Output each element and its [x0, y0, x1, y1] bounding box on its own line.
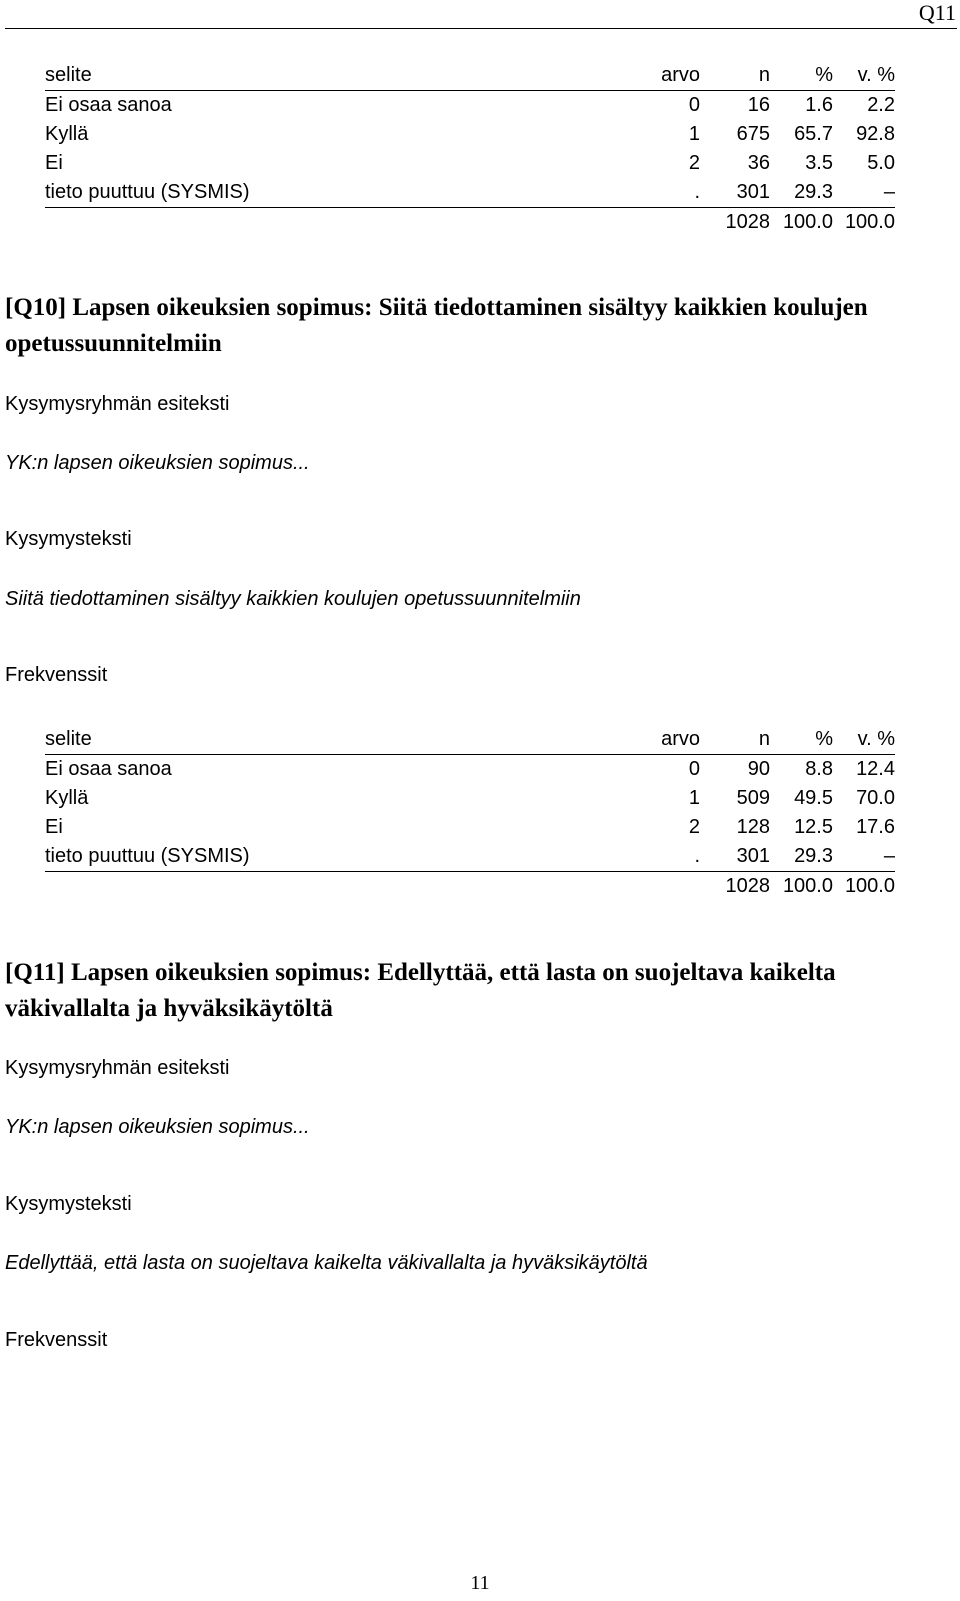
total-label — [45, 208, 593, 238]
table-row — [45, 784, 895, 813]
header-rule — [5, 28, 957, 29]
total-n: 1028 — [725, 875, 770, 897]
cell-arvo: . — [593, 842, 700, 872]
cell-percent: 49.5 — [794, 787, 833, 809]
page-header-label: Q11 — [918, 0, 956, 25]
question-group-text: YK:n lapsen oikeuksien sopimus... — [5, 1116, 310, 1138]
question-text-label: Kysymysteksti — [5, 528, 132, 550]
cell-label: Kyllä — [45, 123, 89, 145]
cell-n: 675 — [736, 123, 770, 145]
column-header-selite: selite — [45, 725, 593, 755]
cell-arvo: 1 — [688, 787, 700, 809]
cell-percent: 29.3 — [770, 178, 833, 208]
table-row — [45, 120, 895, 149]
total-valid-percent: 100.0 — [844, 875, 895, 897]
cell-n: 36 — [747, 152, 770, 174]
question-title-q11: [Q11] Lapsen oikeuksien sopimus: Edellyttää, että lasta on suojeltava kaikelta väkivallalta ja hyväksikäytöltä — [5, 959, 836, 1022]
cell-label: Ei — [45, 816, 63, 838]
column-header-n: n — [700, 61, 770, 91]
cell-valid-percent: 92.8 — [856, 123, 895, 145]
cell-valid-percent: – — [833, 178, 895, 208]
cell-n: 301 — [700, 842, 770, 872]
question-text: Edellyttää, että lasta on suojeltava kaikelta väkivallalta ja hyväksikäytöltä — [5, 1252, 648, 1274]
cell-percent: 8.8 — [805, 758, 833, 780]
question-text-label: Kysymysteksti — [5, 1193, 132, 1215]
table-row — [45, 755, 895, 785]
cell-arvo: 0 — [688, 758, 700, 780]
total-percent: 100.0 — [782, 875, 833, 897]
frequency-table-previous — [45, 61, 895, 237]
cell-arvo: . — [593, 178, 700, 208]
cell-valid-percent: 2.2 — [867, 94, 895, 116]
cell-valid-percent: 17.6 — [856, 816, 895, 838]
total-valid-percent: 100.0 — [844, 211, 895, 233]
total-arvo — [593, 208, 700, 238]
cell-arvo: 0 — [688, 94, 700, 116]
total-percent: 100.0 — [782, 211, 833, 233]
cell-n: 16 — [747, 94, 770, 116]
column-header-valid-percent: v. % — [833, 725, 895, 755]
cell-percent: 3.5 — [805, 152, 833, 174]
question-group-label: Kysymysryhmän esiteksti — [5, 393, 230, 415]
cell-label: Ei osaa sanoa — [45, 758, 172, 780]
cell-arvo: 2 — [688, 816, 700, 838]
frequencies-label: Frekvenssit — [5, 664, 108, 686]
cell-n: 128 — [736, 816, 770, 838]
question-group-label: Kysymysryhmän esiteksti — [5, 1057, 230, 1079]
cell-label: tieto puuttuu (SYSMIS) — [45, 842, 593, 872]
cell-label: Ei osaa sanoa — [45, 94, 172, 116]
cell-percent: 1.6 — [805, 94, 833, 116]
table-header-row — [45, 725, 895, 755]
cell-label: tieto puuttuu (SYSMIS) — [45, 178, 593, 208]
table-row — [45, 91, 895, 121]
column-header-selite: selite — [45, 61, 593, 91]
cell-label: Ei — [45, 152, 63, 174]
table-row — [45, 842, 895, 872]
cell-valid-percent: 5.0 — [867, 152, 895, 174]
cell-valid-percent: 12.4 — [856, 758, 895, 780]
cell-percent: 65.7 — [794, 123, 833, 145]
table-row — [45, 178, 895, 208]
cell-arvo: 2 — [688, 152, 700, 174]
column-header-percent: % — [770, 725, 833, 755]
table-header-row — [45, 61, 895, 91]
page-number: 11 — [470, 1572, 490, 1594]
total-arvo — [593, 872, 700, 902]
cell-valid-percent: 70.0 — [856, 787, 895, 809]
question-text: Siitä tiedottaminen sisältyy kaikkien koulujen opetussuunnitelmiin — [5, 588, 581, 610]
cell-n: 301 — [700, 178, 770, 208]
total-n: 1028 — [725, 211, 770, 233]
cell-n: 90 — [747, 758, 770, 780]
question-group-text: YK:n lapsen oikeuksien sopimus... — [5, 452, 310, 474]
column-header-percent: % — [770, 61, 833, 91]
table-row — [45, 813, 895, 842]
table-total-row — [45, 872, 895, 902]
question-title-q10: [Q10] Lapsen oikeuksien sopimus: Siitä tiedottaminen sisältyy kaikkien koulujen opetussuunnitelmiin — [5, 294, 868, 357]
cell-percent: 29.3 — [770, 842, 833, 872]
cell-label: Kyllä — [45, 787, 89, 809]
cell-n: 509 — [736, 787, 770, 809]
column-header-valid-percent: v. % — [833, 61, 895, 91]
column-header-n: n — [700, 725, 770, 755]
frequency-table-q10 — [45, 725, 895, 901]
table-total-row — [45, 208, 895, 238]
cell-arvo: 1 — [688, 123, 700, 145]
frequencies-label: Frekvenssit — [5, 1329, 108, 1351]
column-header-arvo: arvo — [593, 725, 700, 755]
cell-percent: 12.5 — [794, 816, 833, 838]
table-row — [45, 149, 895, 178]
column-header-arvo: arvo — [593, 61, 700, 91]
total-label — [45, 872, 593, 902]
cell-valid-percent: – — [833, 842, 895, 872]
